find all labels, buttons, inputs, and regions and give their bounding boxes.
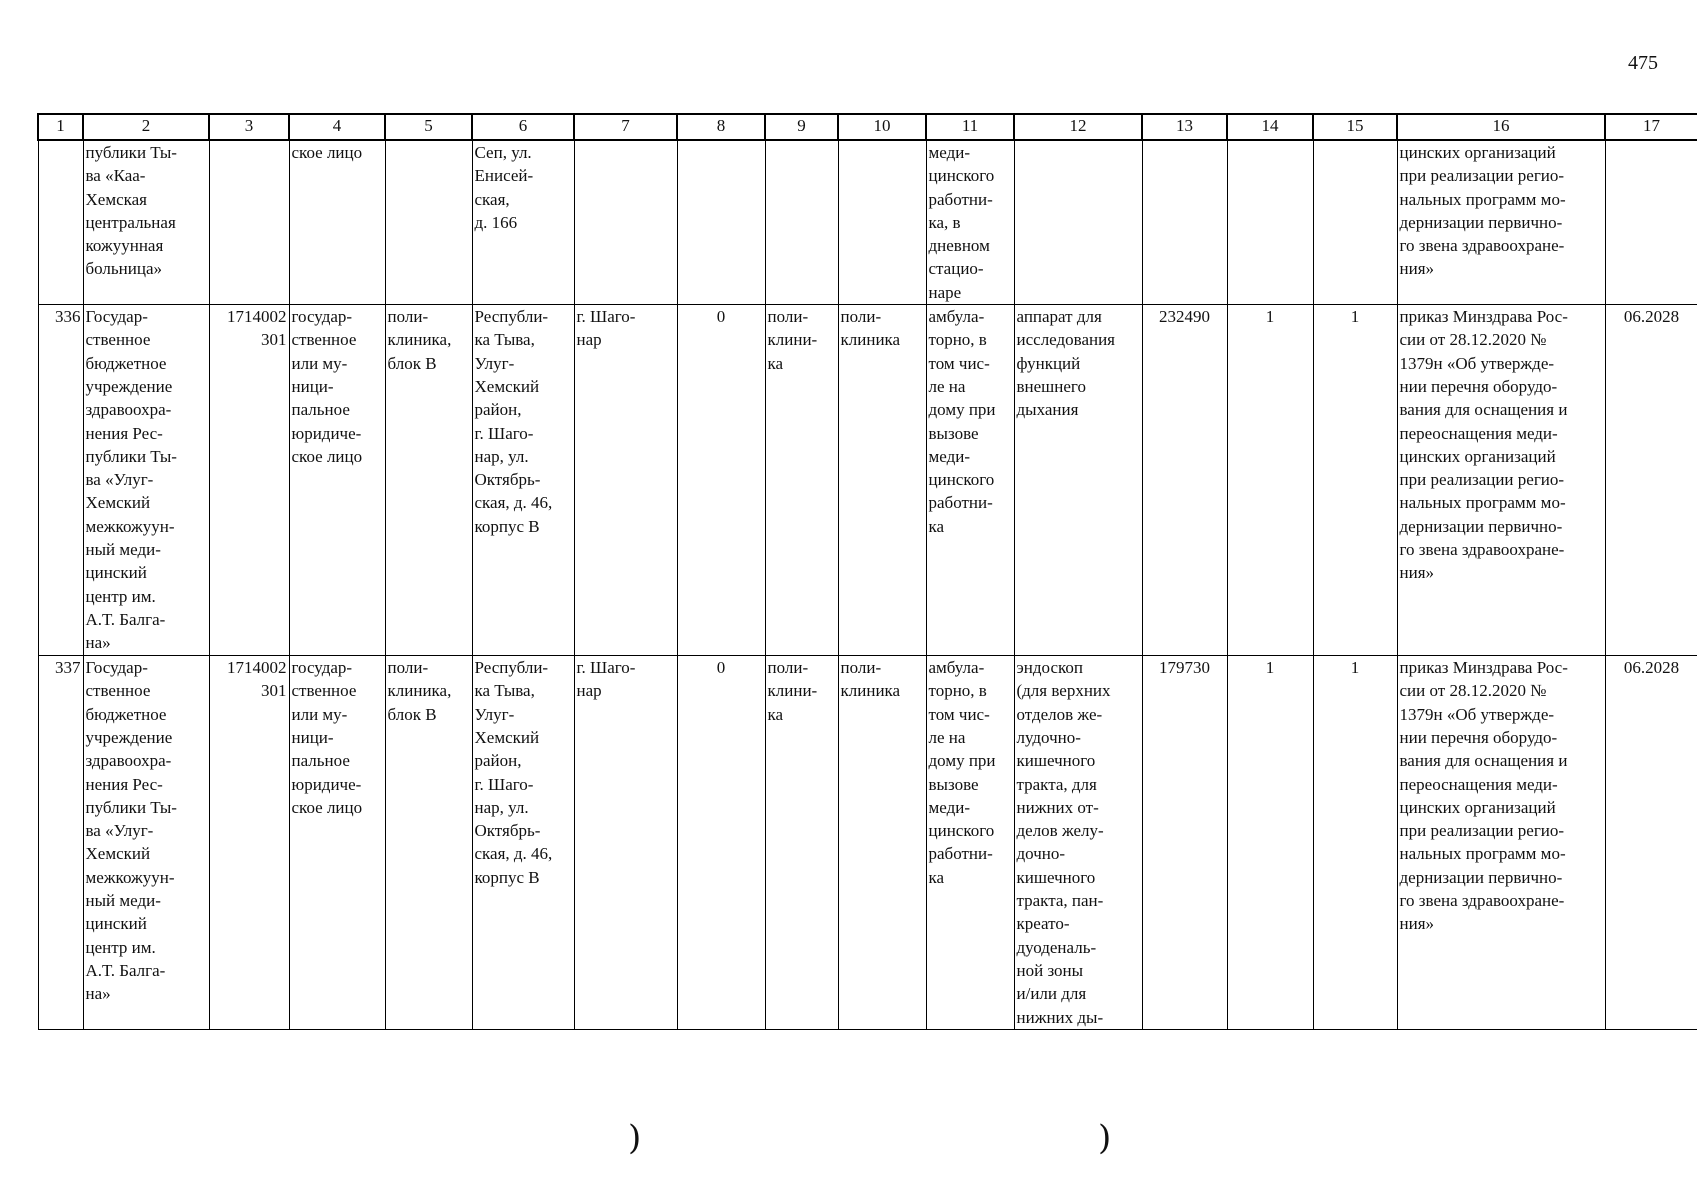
header-cell: 9 [765,114,838,140]
organization-name: Государ- ственное бюджетное учреждение здравоохра- нения Рес- публики Ты- ва «Улуг- Хемский межкожуун- ный меди- цинский центр им. А.Т. Балга- на» [83,305,209,656]
cell-col-9 [765,140,838,305]
care-condition: амбула- торно, в том чис- ле на дому при вызове меди- цинского работни- ка [926,656,1014,1030]
care-condition: амбула- торно, в том чис- ле на дому при вызове меди- цинского работни- ка [926,305,1014,656]
table-row [38,140,1697,305]
unit-name: поли- клиника, блок В [385,656,472,1030]
quantity [1227,140,1313,305]
header-cell: 6 [472,114,574,140]
cell-col-9: поли- клини- ка [765,656,838,1030]
header-cell: 2 [83,114,209,140]
scan-mark: ) [1098,1118,1112,1158]
equipment-name: эндоскоп (для верхних отделов же- лудочно- кишечного тракта, для нижних от- делов желу- дочно- кишечного тракта, пан- креато- дуоденаль- ной зоны и/или для нижних ды- [1014,656,1142,1030]
legal-basis: цинских организаций при реализации регио- нальных программ мо- дернизации первично- го звена здравоохране- ния» [1397,140,1605,305]
inn-code [209,140,289,305]
organization-name: Государ- ственное бюджетное учреждение здравоохра- нения Рес- публики Ты- ва «Улуг- Хемский межкожуун- ный меди- цинский центр им. А.Т. Балга- на» [83,656,209,1030]
cell-col-10: поли- клиника [838,656,926,1030]
header-cell: 10 [838,114,926,140]
deadline: 06.2028 [1605,656,1697,1030]
cell-col-10: поли- клиника [838,305,926,656]
equipment-name: аппарат для исследования функций внешнего дыхания [1014,305,1142,656]
header-cell: 1 [38,114,83,140]
legal-basis: приказ Минздрава Рос- сии от 28.12.2020 № 1379н «Об утвержде- нии перечня оборудо- вания для оснащения и переоснащения меди- цинских организаций при реализации регио- нальных программ мо- дернизации первично- го звена здравоохране- ния» [1397,305,1605,656]
cell-col-10 [838,140,926,305]
deadline: 06.2028 [1605,305,1697,656]
header-cell: 3 [209,114,289,140]
quantity: 1 [1227,656,1313,1030]
cell-col-8: 0 [677,305,765,656]
legal-form: государ- ственное или му- ници- пальное юридиче- ское лицо [289,305,385,656]
equipment-code: 232490 [1142,305,1227,656]
header-cell: 5 [385,114,472,140]
equipment-code: 179730 [1142,656,1227,1030]
quantity-2 [1313,140,1397,305]
header-cell: 7 [574,114,677,140]
register-table [37,113,1697,1030]
care-condition: меди- цинского работни- ка, в дневном стацио- наре [926,140,1014,305]
address: Республи- ка Тыва, Улуг- Хемский район, г. Шаго- нар, ул. Октябрь- ская, д. 46, корпус В [472,305,574,656]
locality: г. Шаго- нар [574,305,677,656]
legal-form: государ- ственное или му- ници- пальное юридиче- ское лицо [289,656,385,1030]
legal-basis: приказ Минздрава Рос- сии от 28.12.2020 № 1379н «Об утвержде- нии перечня оборудо- вания для оснащения и переоснащения меди- цинских организаций при реализации регио- нальных программ мо- дернизации первично- го звена здравоохране- ния» [1397,656,1605,1030]
header-cell: 8 [677,114,765,140]
page-number: 475 [1628,52,1658,74]
header-cell: 13 [1142,114,1227,140]
header-row [38,114,1697,140]
cell-col-8: 0 [677,656,765,1030]
scan-mark: ) [628,1118,642,1158]
header-cell: 4 [289,114,385,140]
unit-name [385,140,472,305]
quantity-2: 1 [1313,305,1397,656]
cell-col-9: поли- клини- ка [765,305,838,656]
equipment-code [1142,140,1227,305]
table-row [38,305,1697,656]
locality: г. Шаго- нар [574,656,677,1030]
address: Сеп, ул. Енисей- ская, д. 166 [472,140,574,305]
header-cell: 15 [1313,114,1397,140]
address: Республи- ка Тыва, Улуг- Хемский район, г. Шаго- нар, ул. Октябрь- ская, д. 46, корпус В [472,656,574,1030]
organization-name: публики Ты- ва «Каа- Хемская центральная кожуунная больница» [83,140,209,305]
header-cell: 11 [926,114,1014,140]
inn-code: 1714002 301 [209,656,289,1030]
locality [574,140,677,305]
equipment-name [1014,140,1142,305]
quantity: 1 [1227,305,1313,656]
row-number: 337 [38,656,83,1030]
cell-col-8 [677,140,765,305]
inn-code: 1714002 301 [209,305,289,656]
header-cell: 17 [1605,114,1697,140]
table-row [38,656,1697,1030]
unit-name: поли- клиника, блок В [385,305,472,656]
header-cell: 14 [1227,114,1313,140]
row-number: 336 [38,305,83,656]
header-cell: 12 [1014,114,1142,140]
quantity-2: 1 [1313,656,1397,1030]
deadline [1605,140,1697,305]
header-cell: 16 [1397,114,1605,140]
row-number [38,140,83,305]
legal-form: ское лицо [289,140,385,305]
